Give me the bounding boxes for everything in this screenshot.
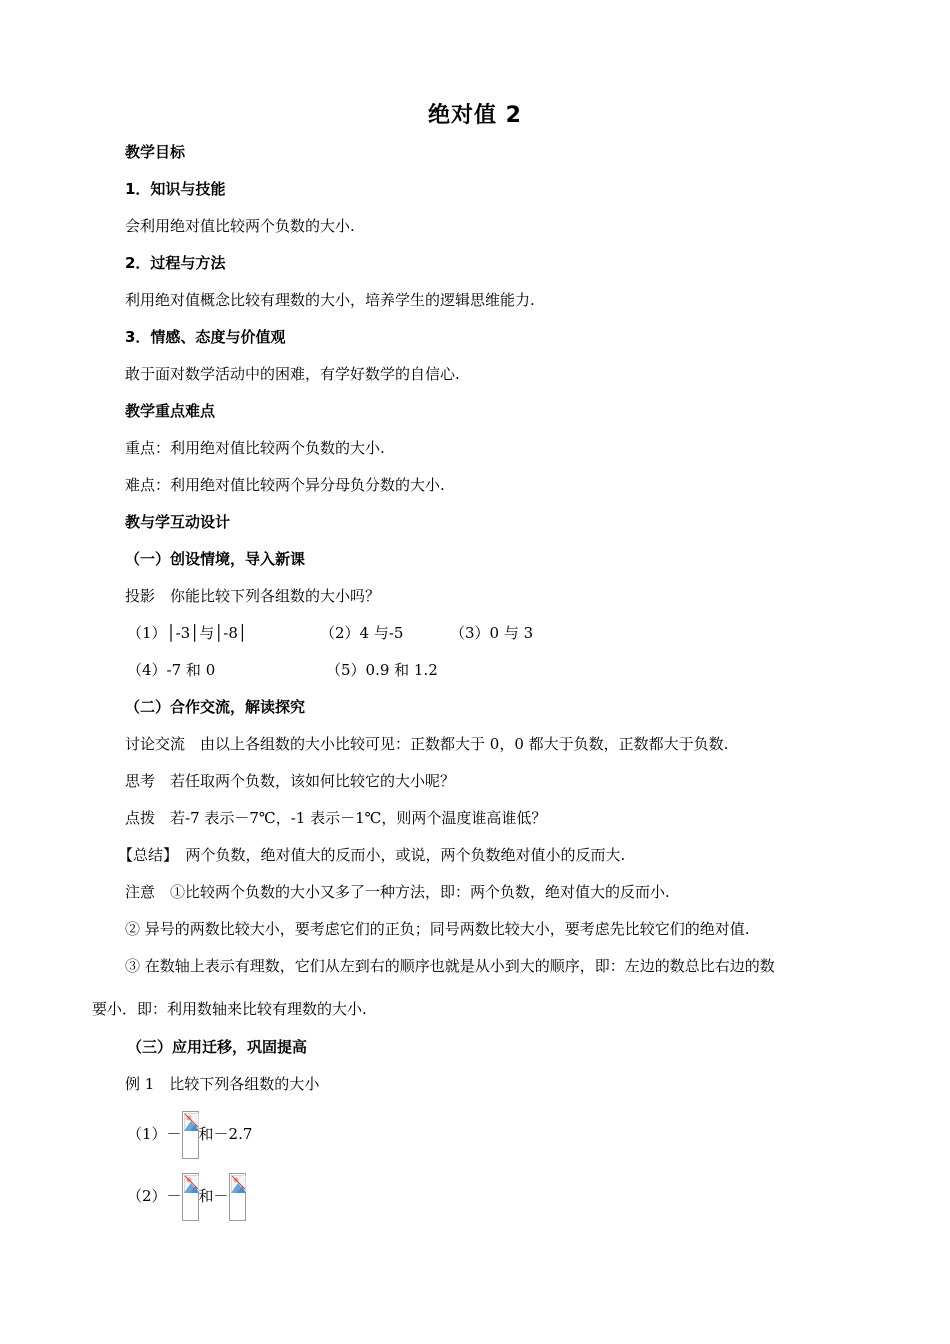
- item-5: （5）0.9 和 1.2: [326, 661, 438, 679]
- goal3-heading: 3．情感、态度与价值观: [125, 328, 286, 346]
- key-point: 重点：利用绝对值比较两个负数的大小.: [125, 439, 385, 457]
- part3-heading: （三）应用迁移，巩固提高: [127, 1038, 308, 1056]
- goals-heading: 教学目标: [125, 143, 186, 161]
- item-1: （1）│-3│与│-8│: [127, 624, 247, 642]
- ex1-suffix: 和－2.7: [198, 1125, 253, 1143]
- goal2-heading: 2．过程与方法: [125, 254, 226, 272]
- item-3: （3）0 与 3: [450, 624, 534, 642]
- discussion-text: 讨论交流 由以上各组数的大小比较可见：正数都大于 0，0 都大于负数，正数都大于负数.: [125, 735, 729, 753]
- goal1-text: 会利用绝对值比较两个负数的大小.: [125, 217, 355, 235]
- hint-text: 点拨 若-7 表示－7℃，-1 表示－1℃，则两个温度谁高谁低？: [125, 809, 547, 827]
- broken-image-icon: [182, 1173, 199, 1221]
- example-item-2: [127, 1172, 246, 1220]
- ex2-middle: 和－: [198, 1187, 229, 1205]
- design-heading: 教与学互动设计: [125, 513, 231, 531]
- goal2-text: 利用绝对值概念比较有理数的大小，培养学生的逻辑思维能力.: [125, 291, 535, 309]
- example-item-1: [127, 1110, 252, 1158]
- note-1: 注意 ①比较两个负数的大小又多了一种方法，即：两个负数，绝对值大的反而小.: [125, 883, 670, 901]
- note-3b: 要小．即：利用数轴来比较有理数的大小.: [92, 1000, 367, 1018]
- broken-image-icon: [182, 1111, 199, 1159]
- item-4: （4）-7 和 0: [127, 661, 216, 679]
- goal3-text: 敢于面对数学活动中的困难，有学好数学的自信心.: [125, 365, 460, 383]
- page-title: 绝对值 2: [428, 103, 522, 128]
- note-2: ② 异号的两数比较大小，要考虑它们的正负；同号两数比较大小，要考虑先比较它们的绝对值.: [125, 920, 750, 938]
- ex2-prefix: （2）－: [127, 1187, 182, 1205]
- item-2: （2）4 与-5: [320, 624, 404, 642]
- example-1: 例 1 比较下列各组数的大小: [125, 1075, 320, 1093]
- think-text: 思考 若任取两个负数，该如何比较它的大小呢？: [125, 772, 456, 790]
- part1-heading: （一）创设情境，导入新课: [125, 550, 306, 568]
- key-heading: 教学重点难点: [125, 402, 216, 420]
- difficult-point: 难点：利用绝对值比较两个异分母负分数的大小.: [125, 476, 445, 494]
- goal1-heading: 1．知识与技能: [125, 180, 226, 198]
- note-3a: ③ 在数轴上表示有理数，它们从左到右的顺序也就是从小到大的顺序，即：左边的数总比右边的数: [125, 957, 775, 975]
- projection-text: 投影 你能比较下列各组数的大小吗？: [125, 587, 381, 605]
- summary-text: 【总结】 两个负数，绝对值大的反而小，或说，两个负数绝对值小的反而大.: [118, 846, 626, 864]
- ex1-prefix: （1）－: [127, 1125, 182, 1143]
- broken-image-icon: [229, 1173, 246, 1221]
- part2-heading: （二）合作交流，解读探究: [125, 698, 306, 716]
